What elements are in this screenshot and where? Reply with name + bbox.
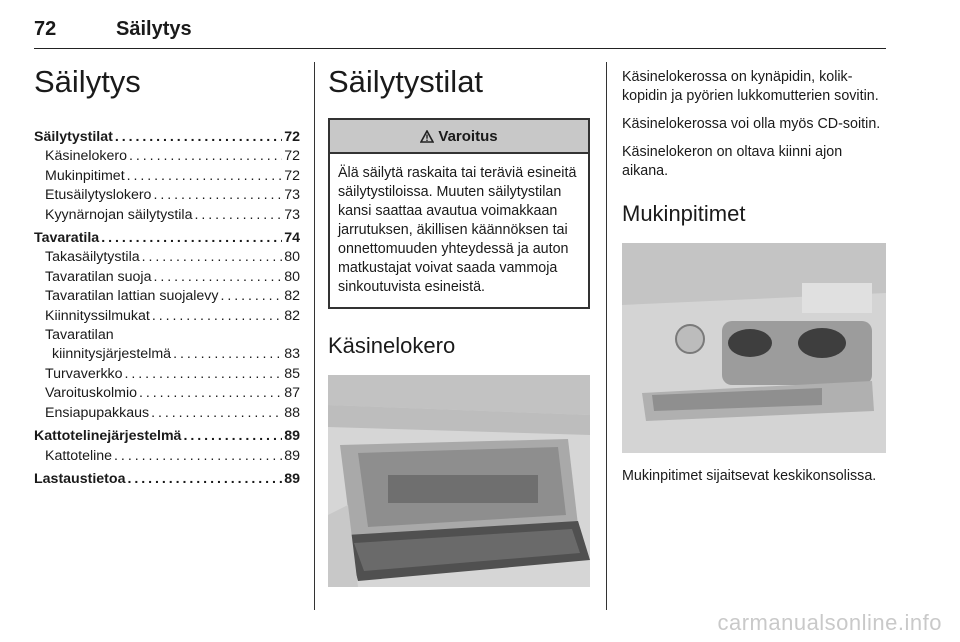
toc-entry-page: 82 <box>284 288 300 305</box>
toc-entry-title: Kiinnityssilmukat <box>45 307 150 324</box>
toc-entry-title: Tavaratila <box>34 230 100 247</box>
warning-triangle-icon <box>420 130 434 143</box>
toc-entry <box>34 287 300 306</box>
toc-leader-dots <box>142 248 283 267</box>
paragraph-cupholder-location: Mukinpitimet sijaitsevat keskikonsolissa. <box>622 468 877 484</box>
toc-leader-dots <box>139 384 282 403</box>
glovebox-heading: Käsinelokero <box>328 333 456 358</box>
page-number: 72 <box>34 18 57 40</box>
chapter-contents <box>34 60 300 489</box>
warning-header <box>330 120 588 154</box>
toc-entry <box>34 404 300 423</box>
toc-entry-title: Mukinpitimet <box>45 167 125 184</box>
column-divider-1 <box>314 62 315 610</box>
toc-entry-page: 89 <box>284 428 300 445</box>
toc-entry-title: Käsinelokero <box>45 148 128 165</box>
toc-entry-title: Tavaratilan suoja <box>45 268 152 285</box>
cupholders-heading: Mukinpitimet <box>622 201 746 226</box>
toc-entry-page: 72 <box>284 129 300 145</box>
toc-entry <box>34 268 300 287</box>
toc-entry-page: 87 <box>284 385 300 402</box>
toc-entry <box>34 427 300 446</box>
toc-leader-dots <box>152 307 282 326</box>
toc-entry-title: Kyynärnojan säilytystila <box>45 206 193 223</box>
toc-entry-title: kiinnitysjärjestelmä <box>52 346 172 363</box>
toc-entry <box>34 470 300 489</box>
header-rule <box>34 48 886 49</box>
toc-entry-page: 72 <box>284 148 300 165</box>
glovebox-photo <box>328 375 590 587</box>
toc-entry-title: Ensiapupakkaus <box>45 404 150 421</box>
column-two <box>328 60 590 587</box>
toc-leader-dots <box>127 167 283 186</box>
toc-entry-page: 89 <box>284 470 300 487</box>
toc-entry-title: Tavaratilan <box>45 327 114 344</box>
toc-entry-page: 74 <box>284 230 300 247</box>
toc-leader-dots <box>194 206 282 225</box>
toc-leader-dots <box>173 345 282 364</box>
toc-entry-title: Etusäilytyslokero <box>45 187 152 204</box>
toc-leader-dots <box>153 186 282 205</box>
toc-entry <box>34 147 300 166</box>
toc-entry-page: 83 <box>284 346 300 363</box>
toc-leader-dots <box>153 268 282 287</box>
toc-entry <box>34 229 300 248</box>
toc-entry-title: Varoituskolmio <box>45 385 137 402</box>
toc-leader-dots <box>115 128 282 147</box>
toc-entry-title: Takasäilytystila <box>45 249 140 266</box>
toc-entry-page: 85 <box>284 365 300 382</box>
toc-entry-page: 88 <box>284 404 300 421</box>
paragraph-holders: Käsinelokerossa on kynäpidin, kolikkopidin ja pyörien lukkomutterien sovitin. <box>622 69 879 104</box>
toc-entry-title: Kattoteline <box>45 447 113 464</box>
toc-leader-dots <box>129 147 282 166</box>
toc-entry-page: 73 <box>284 206 300 223</box>
cupholders-photo <box>622 243 886 453</box>
toc-entry-title: Tavaratilan lattian suojalevy <box>45 288 219 305</box>
toc-entry-title: Lastaustietoa <box>34 470 126 487</box>
watermark: carmanualsonline.info <box>717 610 942 635</box>
warning-box <box>328 118 590 309</box>
toc-entry <box>34 447 300 466</box>
toc-entry-title: Turvaverkko <box>45 365 123 382</box>
toc-entry <box>34 365 300 384</box>
table-of-contents <box>34 128 300 489</box>
toc-leader-dots <box>127 470 282 489</box>
toc-leader-dots <box>114 447 282 466</box>
toc-entry-page: 80 <box>284 268 300 285</box>
toc-leader-dots <box>101 229 282 248</box>
warning-text: Älä säilytä raskaita tai teräviä esineitä säilytystiloissa. Muuten säilytystilan kansi saattaa avautua voimakkaan jarrutuksen, äkillisen käännöksen tai onnettomuuden yhteydessä ja auton matkustajat voivat saada vammoja sinkoutuvista esineistä. <box>338 165 577 295</box>
warning-title: Varoitus <box>438 127 498 145</box>
toc-entry <box>34 186 300 205</box>
glovebox-illustration <box>328 375 590 587</box>
toc-leader-dots <box>183 427 282 446</box>
toc-entry <box>34 326 300 345</box>
toc-leader-dots <box>221 287 283 306</box>
toc-entry <box>34 248 300 267</box>
column-three <box>622 68 886 495</box>
paragraph-closed-while-driving: Käsinelokeron on oltava kiinni ajon aikana. <box>622 144 843 179</box>
paragraph-cd-player: Käsinelokerossa voi olla myös CD-soitin. <box>622 116 881 132</box>
section-title: Säilytystilat <box>328 64 484 99</box>
toc-leader-dots <box>125 365 283 384</box>
toc-entry <box>34 167 300 186</box>
toc-entry-page: 82 <box>284 307 300 324</box>
column-divider-2 <box>606 62 607 610</box>
toc-entry <box>34 307 300 326</box>
toc-entry-page: 73 <box>284 187 300 204</box>
toc-entry-page: 80 <box>284 249 300 266</box>
running-title: Säilytys <box>116 18 192 40</box>
toc-entry-title: Säilytystilat <box>34 129 113 145</box>
toc-entry-page: 72 <box>284 167 300 184</box>
toc-entry-title: Kattotelinejärjestelmä <box>34 428 182 445</box>
toc-entry <box>34 384 300 403</box>
toc-leader-dots <box>151 404 282 423</box>
page-header <box>34 14 884 48</box>
toc-entry <box>34 206 300 225</box>
cupholders-illustration <box>622 243 886 453</box>
toc-entry <box>34 128 300 147</box>
toc-entry <box>34 345 300 364</box>
chapter-title: Säilytys <box>34 64 141 99</box>
toc-entry-page: 89 <box>284 447 300 464</box>
